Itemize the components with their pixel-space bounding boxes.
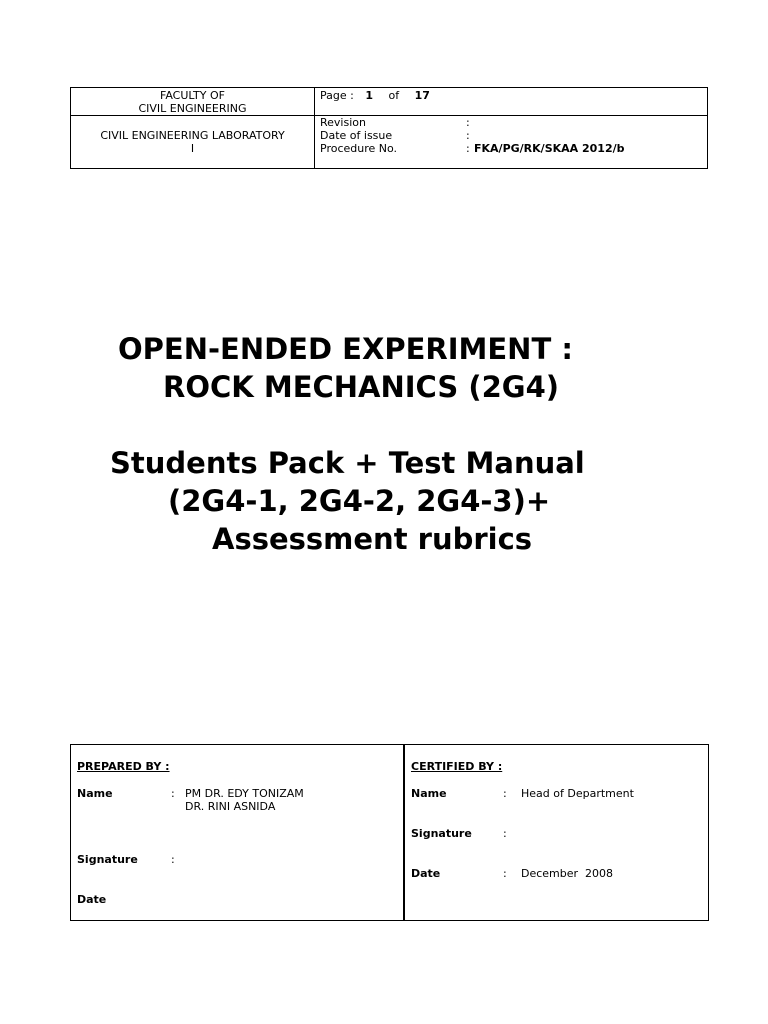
prepared-by-heading: PREPARED BY : [77,760,170,773]
certified-signature-label: Signature [411,827,472,840]
laboratory-cell [71,129,314,155]
certified-by-heading: CERTIFIED BY : [411,760,503,773]
prepared-date-label: Date [77,893,107,906]
faculty-line-1: FACULTY OF [160,89,225,102]
procedure-colon: : [466,142,470,155]
title-line-4: (2G4-1, 2G4-2, 2G4-3)+ [168,484,551,518]
title-line-3: Students Pack + Test Manual [110,446,585,480]
faculty-cell [71,89,314,115]
prepared-name-label: Name [77,787,113,800]
title-line-1: OPEN-ENDED EXPERIMENT : [118,332,573,366]
certified-signature-colon: : [503,827,507,840]
revision-label: Revision [320,116,366,129]
prepared-signature-label: Signature [77,853,138,866]
laboratory-line-2: I [190,142,195,155]
prepared-name-colon: : [171,787,175,800]
certified-date-value: December 2008 [521,867,614,880]
page-number: 1 [365,89,373,102]
date-of-issue-colon: : [466,129,470,142]
header-divider-vertical [314,88,315,168]
procedure-value: FKA/PG/RK/SKAA 2012/b [474,142,625,155]
page-total: 17 [414,89,430,102]
revision-colon: : [466,116,470,129]
certified-name-colon: : [503,787,507,800]
prepared-signature-colon: : [171,853,175,866]
certified-name-label: Name [411,787,447,800]
header-divider-horizontal [71,115,707,116]
certified-date-label: Date [411,867,441,880]
faculty-line-2: CIVIL ENGINEERING [138,102,247,115]
procedure-label: Procedure No. [320,142,398,155]
certified-date-colon: : [503,867,507,880]
page-indicator [320,89,430,102]
page-label: Page : [320,89,354,102]
document-header-table [70,87,708,169]
title-line-5: Assessment rubrics [212,522,533,556]
laboratory-line-1: CIVIL ENGINEERING LABORATORY [100,129,285,142]
prepared-name-line-2: DR. RINI ASNIDA [185,800,276,813]
approval-divider [403,745,405,920]
certified-name-value: Head of Department [521,787,634,800]
page-of: of [388,89,400,102]
date-of-issue-label: Date of issue [320,129,393,142]
approval-table [70,744,709,921]
title-line-2: ROCK MECHANICS (2G4) [163,370,560,404]
prepared-name-line-1: PM DR. EDY TONIZAM [185,787,304,800]
